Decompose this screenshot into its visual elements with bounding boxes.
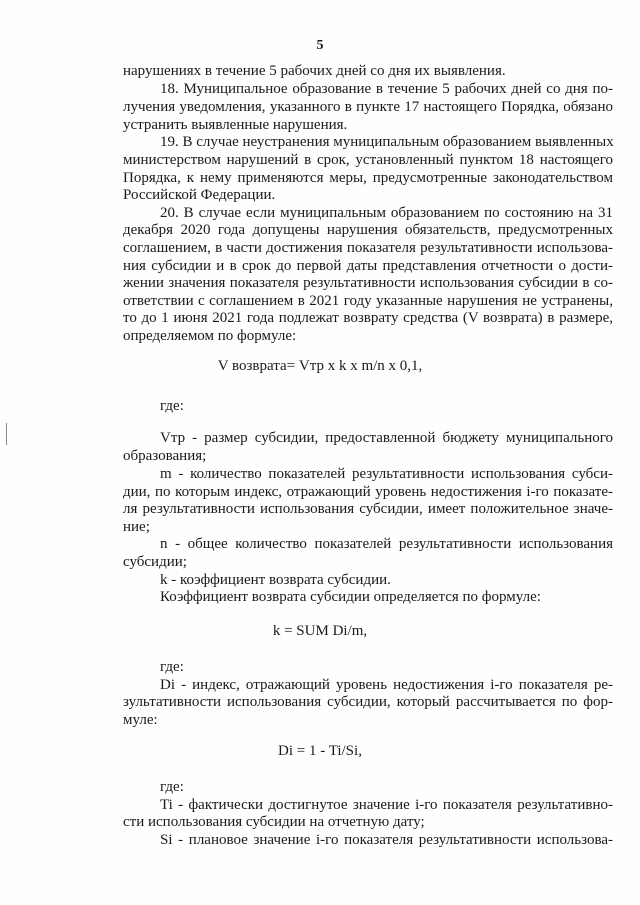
text-line: декабря 2020 года допущены нарушения обязательств, предусмотренных (123, 222, 613, 238)
text-line: 20. В случае если муниципальным образованием по состоянию на 31 (160, 205, 613, 221)
text-line: дии, по которым индекс, отражающий уровень недостижения i-го показате- (123, 484, 613, 500)
scan-artifact-mark (6, 423, 7, 445)
page-number: 5 (316, 38, 324, 53)
text-line: соглашением, в части достижения показателя результативности использова- (123, 240, 613, 256)
text-line: жении значения показателя результативности использования субсидии в со- (123, 275, 613, 291)
text-line: Di - индекс, отражающий уровень недостижения i-го показателя ре- (160, 677, 613, 693)
text-line: нарушениях в течение 5 рабочих дней со дня их выявления. (123, 63, 506, 79)
text-line: n - общее количество показателей результативности использования (160, 536, 613, 552)
text-line: ние; (123, 519, 150, 535)
text-line: Ti - фактически достигнутое значение i-го показателя результативно- (160, 797, 613, 813)
text-line: Российской Федерации. (123, 187, 276, 203)
formula-line: Di = 1 - Ti/Si, (278, 743, 362, 759)
formula-line: k = SUM Di/m, (272, 623, 368, 639)
text-line: Коэффициент возврата субсидии определяется по формуле: (160, 589, 541, 605)
text-line: то до 1 июня 2021 года подлежат возврату средства (V возврата) в размере, (123, 310, 613, 326)
text-line: 18. Муниципальное образование в течение 5 рабочих дней со дня по- (160, 81, 613, 97)
text-line: зультативности использования субсидии, который рассчитывается по фор- (123, 694, 613, 710)
text-line: министерством нарушений в срок, установленный пунктом 18 настоящего (123, 152, 613, 168)
text-line: ответствии с соглашением в 2021 году указанные нарушения не устранены, (123, 293, 613, 309)
text-line: лучения уведомления, указанного в пункте 17 настоящего Порядка, обязано (123, 99, 613, 115)
formula-line: V возврата= Vтр x k x m/n x 0,1, (217, 358, 423, 374)
text-line: образования; (123, 448, 207, 464)
text-line: определяемом по формуле: (123, 328, 297, 344)
text-line: муле: (123, 712, 158, 728)
text-line: устранить выявленные нарушения. (123, 117, 348, 133)
text-line: Vтр - размер субсидии, предоставленной бюджету муниципального (160, 430, 613, 446)
text-line: субсидии; (123, 554, 187, 570)
text-line: m - количество показателей результативности использования субси- (160, 466, 613, 482)
text-line: ля результативности использования субсидии, имеет положительное значе- (123, 501, 613, 517)
text-line: 19. В случае неустранения муниципальным образованием выявленных (160, 134, 614, 150)
text-line: где: (160, 659, 184, 675)
text-line: где: (160, 398, 184, 414)
text-line: ния субсидии и в срок до первой даты представления отчетности о дости- (123, 258, 613, 274)
text-line: Порядка, к нему применяются меры, предусмотренные законодательством (123, 170, 613, 186)
text-line: сти использования субсидии на отчетную дату; (123, 814, 425, 830)
text-line: k - коэффициент возврата субсидии. (160, 572, 391, 588)
text-line: Si - плановое значение i-го показателя результативности использова- (160, 832, 613, 848)
text-line: где: (160, 779, 184, 795)
